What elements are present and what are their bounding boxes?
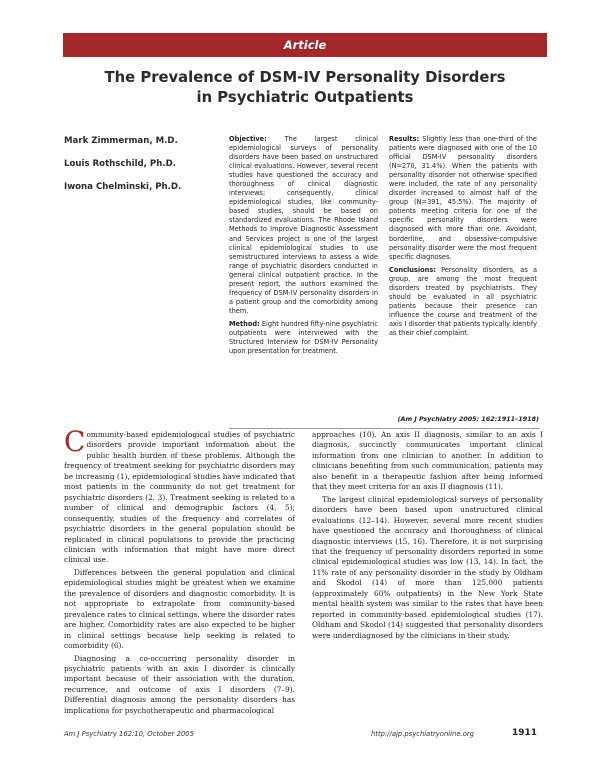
body-paragraph-2: Differences between the general population and clinical epidemiological studies might be greatest when we examine the prevalence of disorders and diagnostic comorbidity. It is not appropriate to extrapolate from community-based prevalence rates to clinical settings, where the disorder rates are higher. Comorbidity rates are also expected to be higher in clinical settings because help seeking is related to comorbidity (6).: [64, 567, 295, 651]
objective-label: Objective:: [229, 135, 267, 143]
article-title-line-1: The Prevalence of DSM-IV Personality Disorders: [104, 69, 506, 86]
abstract-conclusions: [389, 266, 537, 338]
footer-url-link[interactable]: http://ajp.psychiatryonline.org: [371, 730, 474, 738]
footer-journal-info: Am J Psychiatry 162:10, October 2005: [64, 730, 194, 738]
abstract-column-right: [389, 135, 537, 342]
abstract-method: [229, 320, 378, 356]
body-paragraph-4: The largest clinical epidemiological surveys of personality disorders have been based upon unstructured clinical evaluations (12–14). However, several more recent studies have questioned the accuracy and thoroughness of clinical diagnostic interviews (15, 16). Therefore, it is not surprising that the frequency of personality disorders reported in some clinical epidemiological studies was low (13, 14). In fact, the 11% rate of any personality disorder in the study by Oldham and Skodol (14) of more than 125,000 patients (approximately 60% outpatients) in the New York State mental health system was similar to the rates that have been reported in community-based epidemiological studies (17). Oldham and Skodol (14) suggested that personality disorders were underdiagnosed by the clinicians in their study.: [312, 494, 543, 640]
page-number: 1911: [512, 728, 538, 738]
abstract-column-left: [229, 135, 378, 360]
results-text: Slightly less than one-third of the patients were diagnosed with one of the 10 official DSM-IV personality disorders (N=270, 31.4%). When the patients with personality disorder not otherwise specified were included, the rate of any personality disorder increased to almost half of the group (N=391, 45.5%). The majority of patients meeting criteria for one of the specific personality disorders were diagnosed with more than one. Avoidant, borderline, and obsessive-compulsive personality disorder were the most frequent specific diagnoses.: [389, 135, 537, 261]
drop-cap: C: [64, 425, 86, 458]
body-paragraph-3: Diagnosing a co-occurring personality disorder in psychiatric patients with an axis I disorder is clinically important because of their association with the duration, recurrence, and outcome of axis I disorders (7–9). Differential diagnosis among the personality disorders has implications for psychotherapeutic and pharmacological: [64, 653, 295, 715]
article-title-line-2: in Psychiatric Outpatients: [196, 89, 414, 106]
article-title: [63, 68, 547, 108]
method-label: Method:: [229, 319, 260, 328]
author-name: Mark Zimmerman, M.D.: [64, 136, 178, 146]
author-name: Iwona Chelminski, Ph.D.: [64, 182, 182, 192]
body-column-right: [312, 430, 543, 641]
conclusions-label: Conclusions:: [389, 265, 436, 274]
abstract-results: [389, 135, 537, 262]
method-text: Eight hundred fifty-nine psychiatric outpatients were interviewed with the Structured Interview for DSM-IV Personality upon presentation for treatment.: [229, 319, 378, 356]
objective-text: The largest clinical epidemiological surveys of personality disorders have been based on unstructured clinical evaluations. However, several recent studies have questioned the accuracy and thoroughness of clinical diagnostic interviews; consequently, clinical epidemiological studies, like community-based studies, should be based on standardized evaluations. The Rhode Island Methods to Improve Diagnostic Assessment and Services project is one of the largest clinical epidemiological studies to use semistructured interviews to assess a wide range of psychiatric disorders conducted in general clinical outpatient practice. In the present report, the authors examined the frequency of DSM-IV personality disorders in a patient group and the comorbidity among them.: [229, 135, 378, 315]
body-paragraph-1-text: ommunity-based epidemiological studies of psychiatric disorders provide important information about the public health burden of these problems. Although the frequency of treatment seeking for psychiatric disorders may be increasing (1), epidemiological studies have indicated that most patients in the community do not get treatment for psychiatric disorders (2, 3). Treatment seeking is related to a number of clinical and demographic factors (4, 5); consequently, studies of the frequency and correlates of psychiatric disorders in the general population should be replicated in clinical populations to provide the practicing clinician with information that might have more direct clinical use.: [64, 430, 295, 565]
author-list: [64, 136, 224, 205]
body-paragraph-1: [64, 425, 295, 566]
results-label: Results:: [389, 135, 420, 143]
body-paragraph-3-continued: approaches (10). An axis II diagnosis, similar to an axis I diagnosis, succinctly communicates important clinical information from one clinician to another. In addition to clinicians benefiting from such communication, patients may also benefit in a therapeutic fashion after being informed that they meet criteria for an axis II diagnosis (11).: [312, 430, 543, 492]
abstract-divider: [229, 428, 540, 429]
article-section-banner: Article: [63, 33, 547, 57]
conclusions-text: Personality disorders, as a group, are among the most frequent disorders treated by psychiatrists. They should be evaluated in all psychiatric patients because their presence can influence the course and treatment of the axis I disorder that patients typically identify as their chief complaint.: [389, 265, 537, 337]
abstract-objective: [229, 135, 378, 316]
author-name: Louis Rothschild, Ph.D.: [64, 159, 177, 169]
body-column-left: [64, 425, 295, 716]
journal-citation: (Am J Psychiatry 2005; 162:1911–1918): [397, 415, 539, 423]
